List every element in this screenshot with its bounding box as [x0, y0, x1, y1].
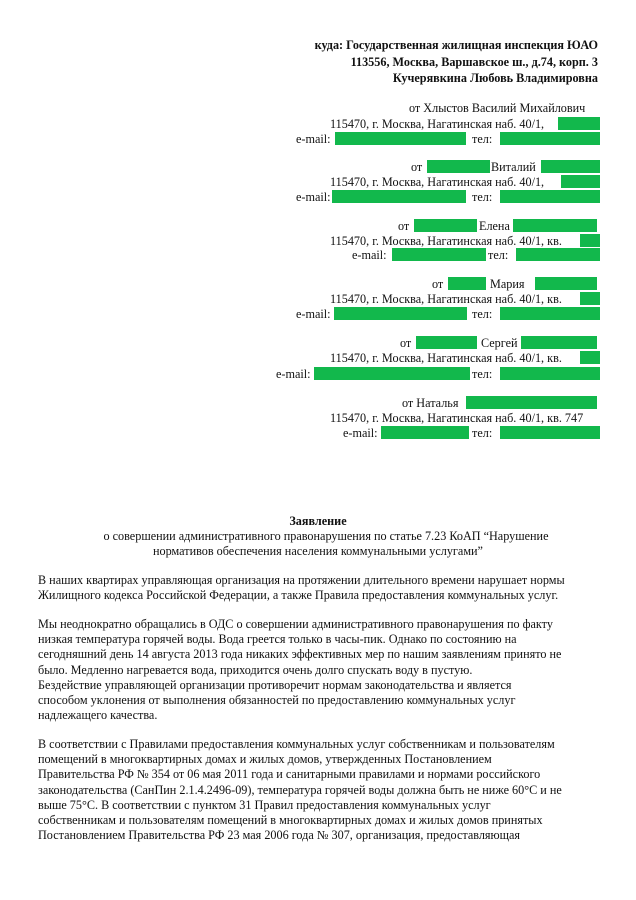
sender-4-address: 115470, г. Москва, Нагатинская наб. 40/1, кв. [330, 292, 562, 306]
sender-5-name: Сергей [481, 336, 518, 350]
paragraph-line: законодательства (СанПин 2.1.4.2496-09), температура горячей воды должна быть не ниже 60°С и не [38, 782, 562, 797]
paragraph-line: Бездействие управляющей организации противоречит нормам законодательства и является [38, 677, 512, 692]
sender-4-from: от [432, 277, 444, 291]
title-line-1: о совершении административного правонарушения по статье 7.23 КоАП “Нарушение [103, 529, 549, 543]
redaction-mark [414, 219, 477, 232]
redaction-mark [580, 351, 600, 364]
recipient-address: 113556, Москва, Варшавское ш., д.74, корп. 3 [350, 55, 598, 69]
sender-2-email-label: e-mail: [296, 190, 331, 204]
redaction-mark [392, 248, 486, 261]
sender-3-tel-label: тел: [488, 248, 509, 262]
sender-5-email-label: e-mail: [276, 367, 311, 381]
sender-2-address: 115470, г. Москва, Нагатинская наб. 40/1, [330, 175, 545, 189]
redaction-mark [500, 367, 600, 380]
redaction-mark [516, 248, 600, 261]
redaction-mark [580, 234, 600, 247]
sender-2-name: Виталий [491, 160, 536, 174]
paragraph-line: собственникам и пользователям помещений в многоквартирных домах и жилых домов принятых [38, 813, 543, 828]
redaction-mark [500, 190, 600, 203]
sender-4-name: Мария [490, 277, 525, 291]
sender-4-tel-label: тел: [472, 307, 493, 321]
sender-6-address: 115470, г. Москва, Нагатинская наб. 40/1, кв. 747 [330, 411, 584, 425]
redaction-mark [541, 160, 600, 173]
sender-4-email-label: e-mail: [296, 307, 331, 321]
redaction-mark [513, 219, 597, 232]
sender-5-address: 115470, г. Москва, Нагатинская наб. 40/1, кв. [330, 351, 562, 365]
redaction-mark [580, 292, 600, 305]
redaction-mark [334, 307, 467, 320]
sender-3-name: Елена [479, 219, 510, 233]
paragraph-line: сегодняшний день 14 августа 2013 года никаких эффективных мер по нашим заявлениям принято не [38, 647, 562, 662]
recipient-person: Кучерявкина Любовь Владимировна [392, 71, 598, 85]
redaction-mark [500, 307, 600, 320]
paragraph-3 [38, 737, 603, 843]
sender-1-address: 115470, г. Москва, Нагатинская наб. 40/1, [330, 117, 545, 131]
redaction-mark [558, 117, 600, 130]
paragraph-line: Правительства РФ № 354 от 06 мая 2011 года и санитарными правилами и нормами российского [38, 767, 541, 782]
paragraph-line: было. Медленно нагревается вода, приходится очень долго спускать воду в пустую. [38, 662, 473, 677]
redaction-mark [335, 132, 466, 145]
redaction-mark [466, 396, 597, 409]
recipient-line: куда: Государственная жилищная инспекция ЮАО [314, 38, 598, 52]
sender-1-from: от Хлыстов Василий Михайлович [409, 101, 586, 115]
redaction-mark [314, 367, 470, 380]
sender-3-from: от [398, 219, 410, 233]
redaction-mark [500, 132, 600, 145]
paragraph-1 [38, 573, 603, 603]
paragraph-line: Жилищного кодекса Российской Федерации, а также Правила предоставления коммунальных услуг. [38, 588, 559, 603]
redaction-mark [521, 336, 597, 349]
paragraph-line: низкая температура горячей воды. Вода греется только в часы-пик. Однако по состоянию на [38, 632, 517, 647]
paragraph-line: Мы неоднократно обращались в ОДС о совершении административного правонарушения по факту [38, 617, 553, 631]
sender-3-email-label: e-mail: [352, 248, 387, 262]
redaction-mark [381, 426, 469, 439]
sender-6-email-label: e-mail: [343, 426, 378, 440]
sender-3-address: 115470, г. Москва, Нагатинская наб. 40/1, кв. [330, 234, 562, 248]
redaction-mark [448, 277, 486, 290]
title-line-2: нормативов обеспечения населения коммунальными услугами” [153, 544, 483, 558]
document-title: Заявление [289, 514, 347, 528]
sender-2-tel-label: тел: [472, 190, 493, 204]
sender-6-from: от Наталья [402, 396, 459, 410]
redaction-mark [500, 426, 600, 439]
paragraph-line: Постановлением Правительства РФ 23 мая 2006 года № 307, организация, предоставляющая [38, 828, 521, 843]
sender-5-from: от [400, 336, 412, 350]
paragraph-line: надлежащего качества. [38, 708, 158, 723]
sender-1-email-label: e-mail: [296, 132, 331, 146]
sender-5-tel-label: тел: [472, 367, 493, 381]
sender-2-from: от [411, 160, 423, 174]
sender-1-tel-label: тел: [472, 132, 493, 146]
redaction-mark [416, 336, 477, 349]
paragraph-line: помещений в многоквартирных домах и жилых домов, утвержденных Постановлением [38, 752, 492, 767]
redaction-mark [561, 175, 600, 188]
sender-6-tel-label: тел: [472, 426, 493, 440]
redaction-mark [332, 190, 466, 203]
paragraph-line: В наших квартирах управляющая организация на протяжении длительного времени нарушает нормы [38, 573, 565, 587]
paragraph-line: способом уклонения от выполнения обязанностей по предоставлению коммунальных услуг [38, 693, 516, 708]
paragraph-line: В соответствии с Правилами предоставления коммунальных услуг собственникам и пользователям [38, 737, 555, 751]
paragraph-line: выше 75°С. В соответствии с пунктом 31 Правил предоставления коммунальных услуг [38, 797, 491, 812]
redaction-mark [535, 277, 597, 290]
paragraph-2 [38, 617, 603, 723]
redaction-mark [427, 160, 490, 173]
